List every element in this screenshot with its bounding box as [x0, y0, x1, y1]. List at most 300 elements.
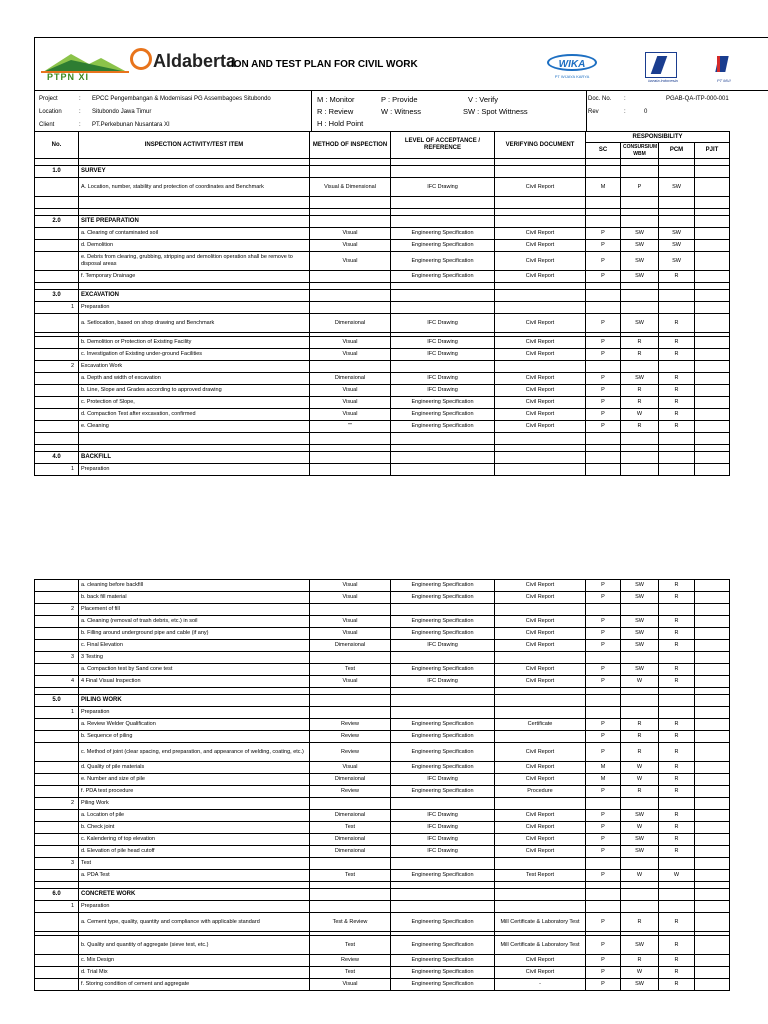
inspection-method	[310, 445, 391, 452]
project-value: EPCC Pengembangan & Modernisasi PG Assembagoes Situbondo	[92, 96, 271, 102]
legend-hold-point: H : Hold Point	[317, 119, 364, 128]
resp-sc: P	[586, 228, 621, 240]
verifying-document	[495, 882, 586, 889]
resp-pjit	[695, 695, 730, 707]
resp-pjit	[695, 786, 730, 798]
col-responsibility: RESPONSIBILITY	[586, 132, 730, 143]
resp-pjit	[695, 385, 730, 397]
acceptance-reference: Engineering Specification	[391, 762, 495, 774]
resp-pjit	[695, 464, 730, 476]
resp-sc	[586, 889, 621, 901]
item-description: Preparation	[79, 302, 310, 314]
resp-consursium: R	[621, 337, 659, 349]
resp-consursium	[621, 216, 659, 228]
table-row	[35, 810, 730, 822]
resp-sc: P	[586, 349, 621, 361]
resp-pjit	[695, 664, 730, 676]
resp-pjit	[695, 337, 730, 349]
verifying-document	[495, 283, 586, 290]
inspection-method	[310, 209, 391, 216]
resp-consursium: R	[621, 349, 659, 361]
resp-pjit	[695, 314, 730, 333]
resp-sc	[586, 302, 621, 314]
resp-pcm: R	[659, 628, 695, 640]
item-number: 5.0	[35, 695, 79, 707]
resp-sc: P	[586, 421, 621, 433]
project-label: Project	[39, 96, 58, 102]
resp-sc: P	[586, 640, 621, 652]
acceptance-reference: Engineering Specification	[391, 271, 495, 283]
inspection-method	[310, 166, 391, 178]
resp-sc	[586, 290, 621, 302]
resp-sc	[586, 464, 621, 476]
resp-pjit	[695, 889, 730, 901]
resp-pcm: R	[659, 913, 695, 932]
item-number: 3	[35, 652, 79, 664]
resp-consursium	[621, 882, 659, 889]
verifying-document: Civil Report	[495, 762, 586, 774]
table-row	[35, 822, 730, 834]
itp-table-page-2	[34, 579, 730, 991]
item-description: b. Filling around underground pipe and cable (if any)	[79, 628, 310, 640]
resp-sc	[586, 283, 621, 290]
resp-sc: P	[586, 373, 621, 385]
resp-consursium: SW	[621, 616, 659, 628]
resp-sc: P	[586, 664, 621, 676]
item-description: b. Quality and quantity of aggregate (sieve test, etc.)	[79, 936, 310, 955]
colon: :	[79, 96, 81, 102]
table-row	[35, 464, 730, 476]
resp-sc	[586, 361, 621, 373]
resp-pcm	[659, 216, 695, 228]
resp-pjit	[695, 870, 730, 882]
resp-pcm	[659, 445, 695, 452]
item-number	[35, 834, 79, 846]
verifying-document	[495, 652, 586, 664]
item-description: d. Demolition	[79, 240, 310, 252]
item-number	[35, 240, 79, 252]
table-row	[35, 774, 730, 786]
item-number	[35, 955, 79, 967]
verifying-document: Civil Report	[495, 349, 586, 361]
inspection-method	[310, 464, 391, 476]
item-number: 1	[35, 901, 79, 913]
acceptance-reference: IFC Drawing	[391, 337, 495, 349]
wika-logo-sub: PT WIJAYA KARYA	[554, 74, 590, 79]
acceptance-reference: IFC Drawing	[391, 810, 495, 822]
item-number	[35, 314, 79, 333]
itp-table-page-1	[34, 131, 730, 476]
inspection-method: Visual	[310, 628, 391, 640]
resp-pjit	[695, 604, 730, 616]
item-number: 2	[35, 604, 79, 616]
resp-consursium: W	[621, 870, 659, 882]
item-description	[79, 445, 310, 452]
resp-pcm	[659, 290, 695, 302]
verifying-document	[495, 707, 586, 719]
acceptance-reference	[391, 707, 495, 719]
barata-mark-icon	[645, 52, 677, 78]
item-description: Placement of fill	[79, 604, 310, 616]
acceptance-reference: Engineering Specification	[391, 228, 495, 240]
resp-consursium: W	[621, 822, 659, 834]
item-description: a. Compaction test by Sand cone test	[79, 664, 310, 676]
item-number	[35, 913, 79, 932]
acceptance-reference	[391, 652, 495, 664]
itp-page-1	[34, 37, 768, 495]
verifying-document: Civil Report	[495, 337, 586, 349]
item-description: 4 Final Visual Inspection	[79, 676, 310, 688]
colon: :	[79, 109, 81, 115]
resp-consursium	[621, 798, 659, 810]
resp-sc	[586, 858, 621, 870]
verifying-document: Civil Report	[495, 628, 586, 640]
resp-sc	[586, 159, 621, 166]
acceptance-reference: IFC Drawing	[391, 640, 495, 652]
item-number	[35, 616, 79, 628]
section-row	[35, 216, 730, 228]
table-row	[35, 979, 730, 991]
table-row	[35, 707, 730, 719]
resp-pcm: R	[659, 822, 695, 834]
acceptance-reference	[391, 209, 495, 216]
col-pjit: PJIT	[695, 143, 730, 159]
verifying-document: Civil Report	[495, 252, 586, 271]
inspection-method	[310, 901, 391, 913]
inspection-method: Dimensional	[310, 373, 391, 385]
table-row	[35, 870, 730, 882]
table-row	[35, 882, 730, 889]
resp-pjit	[695, 159, 730, 166]
resp-consursium: R	[621, 385, 659, 397]
verifying-document	[495, 216, 586, 228]
ptpn-logo	[41, 50, 129, 84]
resp-pjit	[695, 349, 730, 361]
verifying-document	[495, 731, 586, 743]
resp-consursium	[621, 290, 659, 302]
table-row	[35, 314, 730, 333]
item-description: e. Debris from clearing, grubbing, stripping and demolition operation shall be remove to disposal areas	[79, 252, 310, 271]
acceptance-reference: Engineering Specification	[391, 913, 495, 932]
acceptance-reference	[391, 695, 495, 707]
resp-pcm	[659, 159, 695, 166]
resp-sc: M	[586, 774, 621, 786]
verifying-document	[495, 290, 586, 302]
colon: :	[79, 122, 81, 128]
resp-pjit	[695, 302, 730, 314]
item-number	[35, 979, 79, 991]
section-row	[35, 889, 730, 901]
table-row	[35, 580, 730, 592]
acceptance-reference: Engineering Specification	[391, 743, 495, 762]
table-row	[35, 385, 730, 397]
item-description: e. Cleaning	[79, 421, 310, 433]
item-number	[35, 774, 79, 786]
inspection-method: Review	[310, 743, 391, 762]
acceptance-reference: Engineering Specification	[391, 580, 495, 592]
item-description: Preparation	[79, 464, 310, 476]
item-description: c. Investigation of Existing under-ground Facilities	[79, 349, 310, 361]
table-row	[35, 445, 730, 452]
inspection-method	[310, 452, 391, 464]
item-number: 1	[35, 707, 79, 719]
resp-consursium	[621, 464, 659, 476]
col-document: VERIFYING DOCUMENT	[495, 132, 586, 159]
resp-pcm	[659, 464, 695, 476]
item-number	[35, 421, 79, 433]
item-description: Preparation	[79, 707, 310, 719]
verifying-document	[495, 302, 586, 314]
resp-pjit	[695, 409, 730, 421]
item-description: PILING WORK	[79, 695, 310, 707]
resp-pcm	[659, 707, 695, 719]
resp-sc	[586, 798, 621, 810]
item-number	[35, 228, 79, 240]
resp-consursium	[621, 889, 659, 901]
acceptance-reference	[391, 604, 495, 616]
resp-pcm	[659, 452, 695, 464]
resp-sc: P	[586, 743, 621, 762]
resp-sc: P	[586, 967, 621, 979]
barata-logo	[635, 52, 695, 84]
resp-consursium	[621, 695, 659, 707]
item-number	[35, 628, 79, 640]
resp-sc: P	[586, 822, 621, 834]
item-number: 2	[35, 361, 79, 373]
table-row	[35, 252, 730, 271]
acceptance-reference: Engineering Specification	[391, 664, 495, 676]
acceptance-reference: Engineering Specification	[391, 616, 495, 628]
item-description: d. Trial Mix	[79, 967, 310, 979]
inspection-method: Visual	[310, 592, 391, 604]
resp-pcm: R	[659, 955, 695, 967]
resp-pcm: R	[659, 640, 695, 652]
resp-consursium: SW	[621, 979, 659, 991]
verifying-document: Civil Report	[495, 385, 586, 397]
resp-pcm: R	[659, 397, 695, 409]
resp-pcm	[659, 652, 695, 664]
resp-sc	[586, 604, 621, 616]
table-row	[35, 676, 730, 688]
resp-sc	[586, 216, 621, 228]
mui-accent-icon	[717, 56, 720, 72]
inspection-method: Dimensional	[310, 640, 391, 652]
item-description: d. Elevation of pile head cutoff	[79, 846, 310, 858]
project-info	[34, 90, 768, 131]
resp-consursium: R	[621, 743, 659, 762]
item-number	[35, 159, 79, 166]
document-title: ION AND TEST PLAN FOR CIVIL WORK	[231, 59, 418, 70]
resp-pjit	[695, 628, 730, 640]
verifying-document: Civil Report	[495, 409, 586, 421]
resp-pjit	[695, 452, 730, 464]
resp-pcm: R	[659, 810, 695, 822]
item-description: f. PDA test procedure	[79, 786, 310, 798]
resp-sc	[586, 688, 621, 695]
inspection-method: Dimensional	[310, 774, 391, 786]
item-number: 1.0	[35, 166, 79, 178]
table-row	[35, 283, 730, 290]
resp-consursium: W	[621, 409, 659, 421]
acceptance-reference: Engineering Specification	[391, 240, 495, 252]
inspection-method: Test	[310, 936, 391, 955]
resp-sc: P	[586, 337, 621, 349]
rev-label: Rev	[588, 109, 599, 115]
resp-pcm	[659, 433, 695, 445]
resp-pcm: R	[659, 592, 695, 604]
item-description: Test	[79, 858, 310, 870]
resp-pcm	[659, 858, 695, 870]
inspection-method: Dimensional	[310, 846, 391, 858]
inspection-method	[310, 271, 391, 283]
item-description: f. Temporary Drainage	[79, 271, 310, 283]
verifying-document	[495, 889, 586, 901]
ptpn-logo-text: PTPN XI	[47, 72, 90, 82]
item-number	[35, 882, 79, 889]
item-description	[79, 882, 310, 889]
resp-pjit	[695, 743, 730, 762]
resp-consursium: R	[621, 397, 659, 409]
legend-spot-witness: SW : Spot Wittness	[463, 107, 528, 116]
resp-consursium	[621, 452, 659, 464]
table-row	[35, 664, 730, 676]
acceptance-reference	[391, 901, 495, 913]
resp-consursium: SW	[621, 271, 659, 283]
item-description	[79, 197, 310, 209]
wika-logo	[539, 54, 605, 82]
resp-consursium: SW	[621, 592, 659, 604]
inspection-method: Visual	[310, 228, 391, 240]
resp-pjit	[695, 252, 730, 271]
resp-consursium	[621, 433, 659, 445]
rev-value: 0	[644, 109, 648, 115]
table-row	[35, 762, 730, 774]
table-row	[35, 640, 730, 652]
verifying-document: Civil Report	[495, 178, 586, 197]
item-description: c. Mix Design	[79, 955, 310, 967]
item-description: a. Cleaning (removal of trash debris, etc.) in soil	[79, 616, 310, 628]
item-description	[79, 159, 310, 166]
doc-details	[586, 91, 768, 131]
verifying-document: -	[495, 979, 586, 991]
resp-pjit	[695, 616, 730, 628]
acceptance-reference	[391, 216, 495, 228]
inspection-method: ""	[310, 421, 391, 433]
acceptance-reference: IFC Drawing	[391, 373, 495, 385]
item-number	[35, 688, 79, 695]
inspection-method: Visual	[310, 349, 391, 361]
acceptance-reference: IFC Drawing	[391, 314, 495, 333]
resp-pjit	[695, 209, 730, 216]
mui-logo-sub: PT MUI	[717, 78, 731, 83]
acceptance-reference	[391, 882, 495, 889]
table-row	[35, 743, 730, 762]
resp-sc	[586, 166, 621, 178]
table-row	[35, 786, 730, 798]
acceptance-reference: Engineering Specification	[391, 719, 495, 731]
item-number: 1	[35, 464, 79, 476]
resp-consursium	[621, 901, 659, 913]
item-description: e. Number and size of pile	[79, 774, 310, 786]
resp-pcm: R	[659, 731, 695, 743]
inspection-method: Visual	[310, 762, 391, 774]
client-value: PT.Perkebunan Nusantara XI	[92, 122, 170, 128]
col-consursium: CONSURSIUM WBM	[621, 143, 659, 159]
col-activity: INSPECTION ACTIVITY/TEST ITEM	[79, 132, 310, 159]
resp-pcm	[659, 361, 695, 373]
resp-sc: P	[586, 592, 621, 604]
item-number: 6.0	[35, 889, 79, 901]
resp-pjit	[695, 707, 730, 719]
inspection-method: Visual	[310, 979, 391, 991]
resp-pcm	[659, 197, 695, 209]
inspection-method: Visual	[310, 580, 391, 592]
acceptance-reference	[391, 283, 495, 290]
resp-pcm: R	[659, 385, 695, 397]
resp-consursium: W	[621, 967, 659, 979]
table-row	[35, 834, 730, 846]
inspection-method: Test & Review	[310, 913, 391, 932]
ptpn-mountain-icon	[41, 50, 129, 74]
section-row	[35, 166, 730, 178]
barata-logo-sub: barata indonesia	[648, 78, 678, 83]
resp-sc: P	[586, 936, 621, 955]
resp-consursium: W	[621, 676, 659, 688]
resp-pjit	[695, 822, 730, 834]
resp-consursium: R	[621, 786, 659, 798]
resp-pjit	[695, 421, 730, 433]
resp-pjit	[695, 955, 730, 967]
item-number	[35, 731, 79, 743]
acceptance-reference	[391, 433, 495, 445]
resp-consursium	[621, 858, 659, 870]
table-row	[35, 858, 730, 870]
inspection-method: Review	[310, 955, 391, 967]
item-number: 1	[35, 302, 79, 314]
item-description: c. Method of joint (clear spacing, end preparation, and appearance of welding, coating, etc.)	[79, 743, 310, 762]
item-description: EXCAVATION	[79, 290, 310, 302]
resp-pcm	[659, 166, 695, 178]
item-number	[35, 936, 79, 955]
inspection-method: Review	[310, 731, 391, 743]
colon: :	[624, 109, 626, 115]
resp-pjit	[695, 901, 730, 913]
resp-pjit	[695, 271, 730, 283]
resp-pcm: R	[659, 373, 695, 385]
item-number	[35, 719, 79, 731]
verifying-document: Mill Certificate & Laboratory Test	[495, 913, 586, 932]
inspection-method	[310, 652, 391, 664]
resp-pjit	[695, 834, 730, 846]
resp-pcm: SW	[659, 228, 695, 240]
inspection-method: Visual	[310, 616, 391, 628]
acceptance-reference: Engineering Specification	[391, 936, 495, 955]
inspection-method	[310, 290, 391, 302]
table-row	[35, 209, 730, 216]
inspection-method: Visual	[310, 252, 391, 271]
item-description	[79, 209, 310, 216]
resp-pcm: SW	[659, 240, 695, 252]
verifying-document	[495, 445, 586, 452]
resp-consursium: SW	[621, 628, 659, 640]
item-number	[35, 640, 79, 652]
item-number	[35, 397, 79, 409]
item-number	[35, 664, 79, 676]
inspection-method	[310, 197, 391, 209]
table-row	[35, 936, 730, 955]
project-details	[35, 91, 312, 131]
item-description: a. Review Welder Qualification	[79, 719, 310, 731]
